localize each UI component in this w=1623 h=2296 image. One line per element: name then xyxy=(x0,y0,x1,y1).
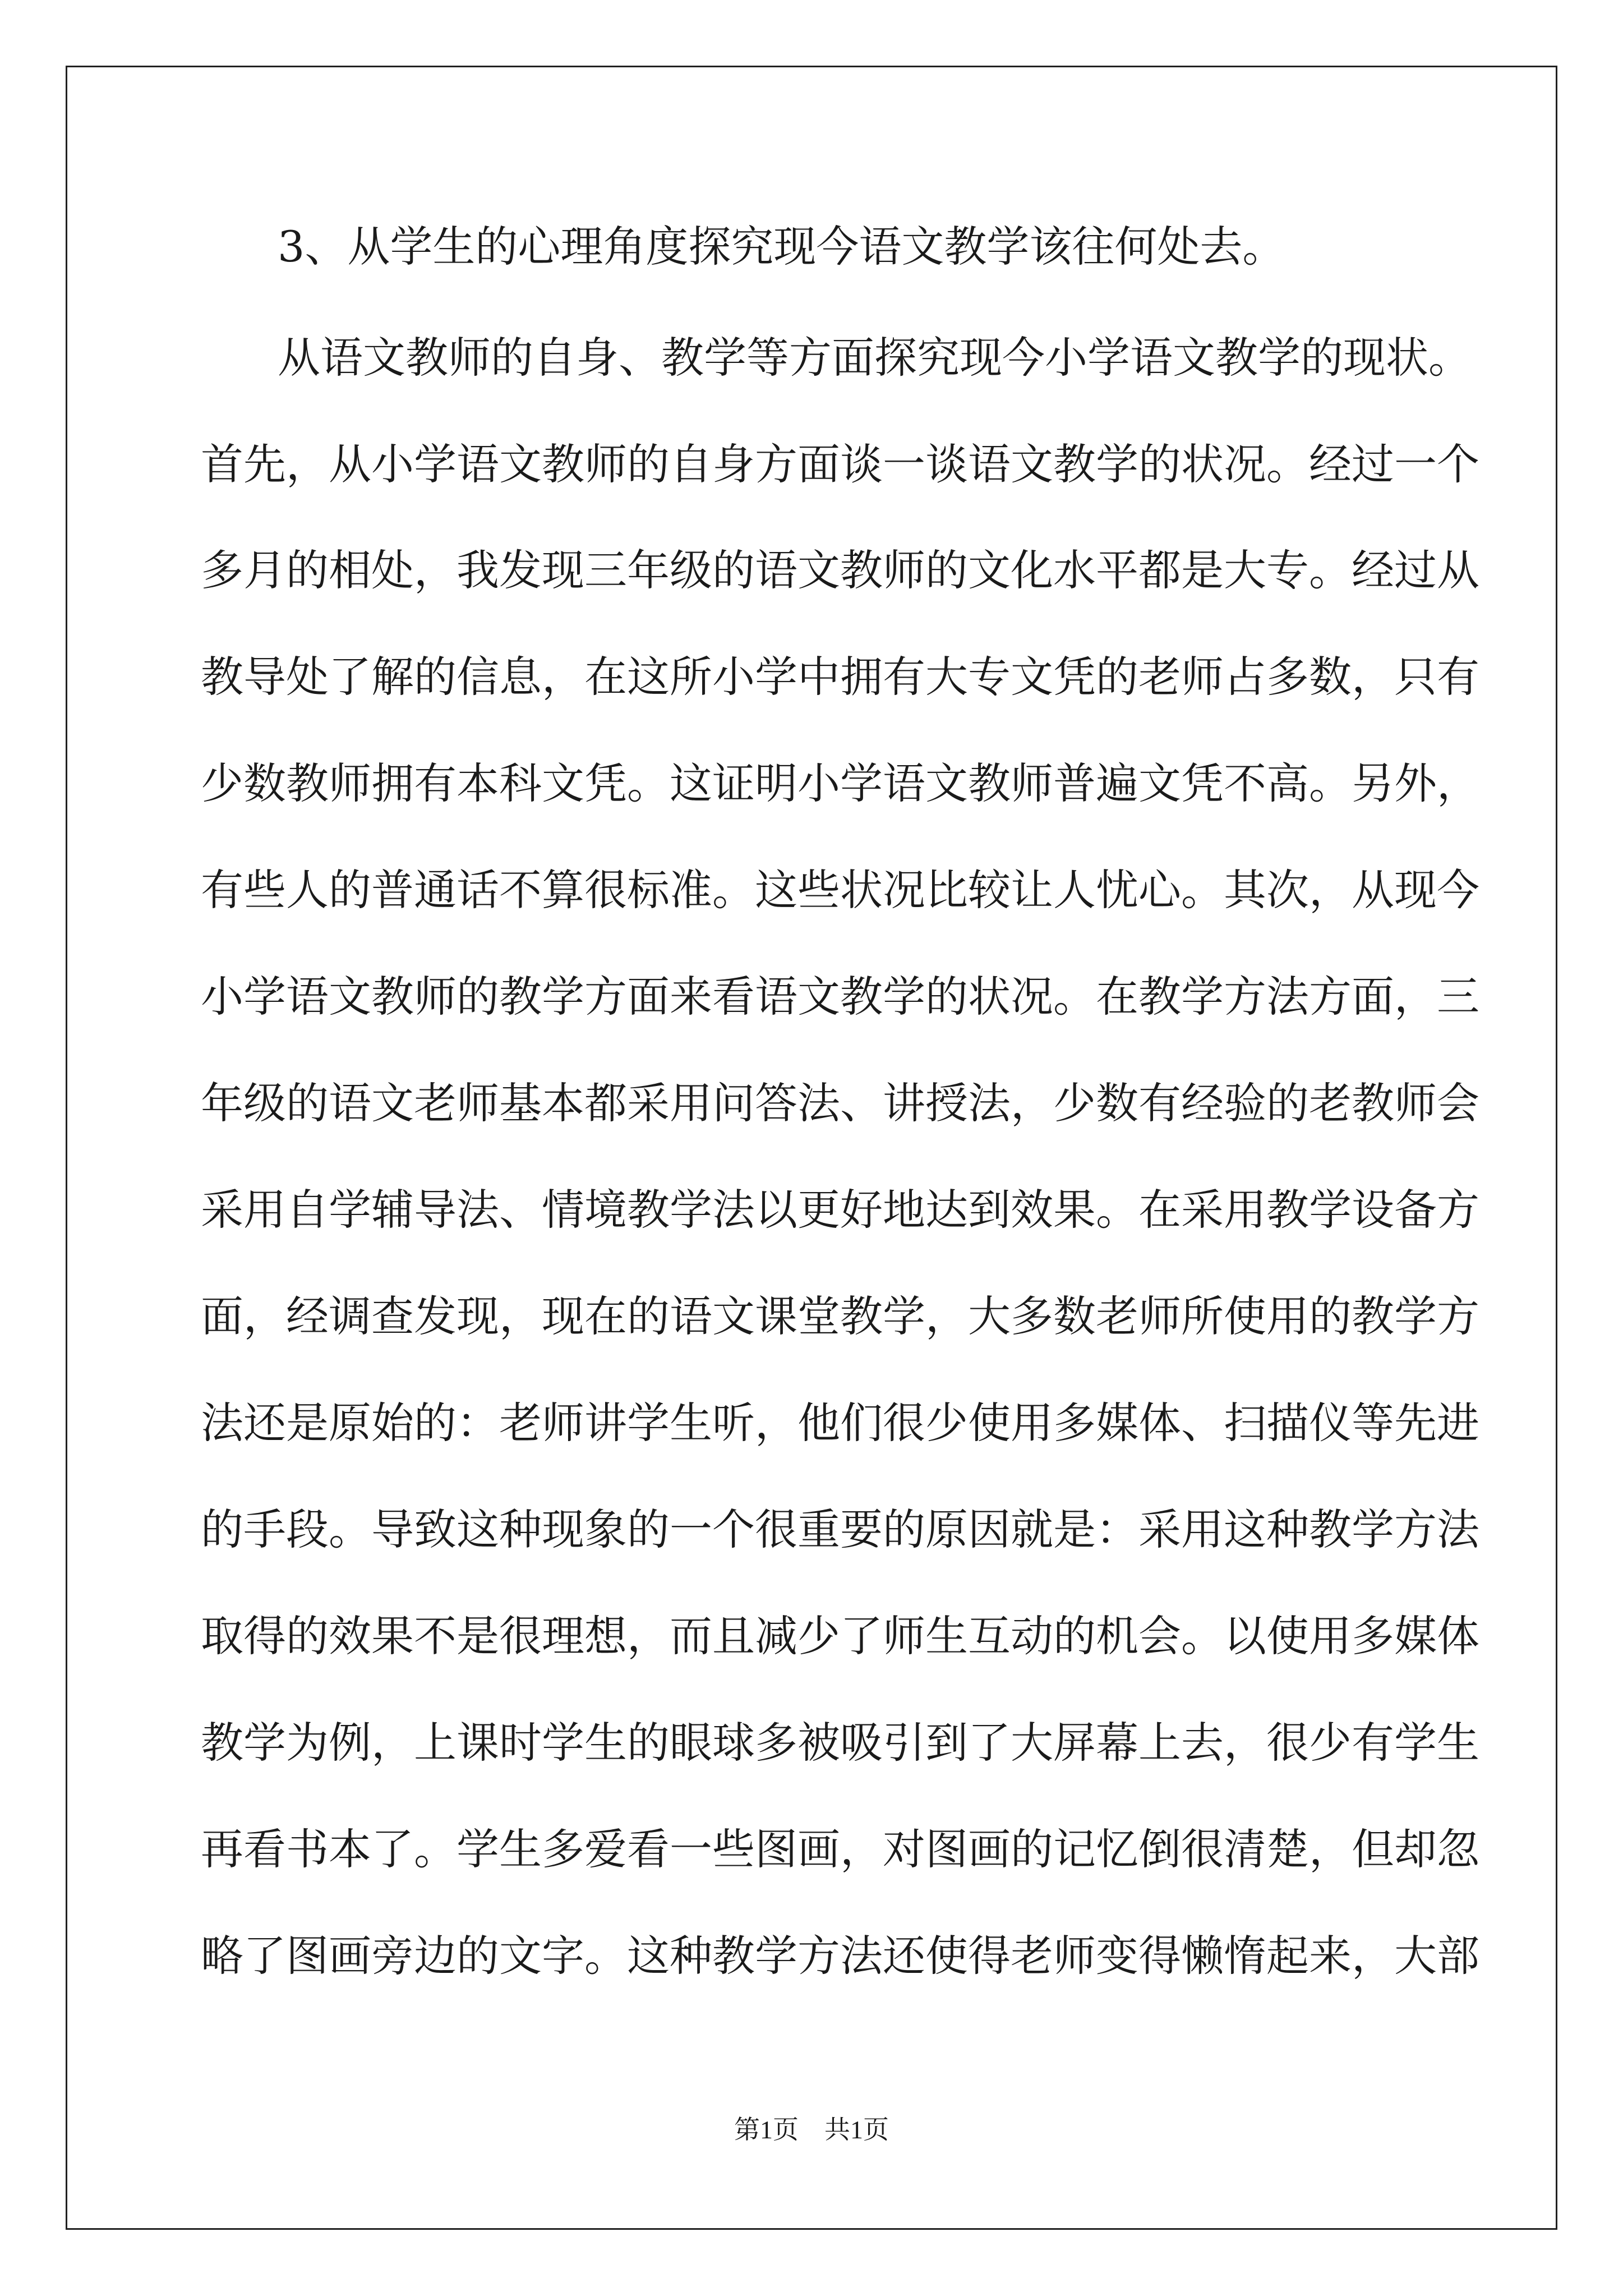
page-number-footer: 第1页 共1页 xyxy=(734,2115,889,2144)
paragraph-line: 的手段。导致这种现象的一个很重要的原因就是：采用这种教学方法 xyxy=(201,1504,1479,1554)
paragraph-line: 再看书本了。学生多爱看一些图画，对图画的记忆倒很清楚，但却忽 xyxy=(201,1824,1479,1874)
paragraph-line: 略了图画旁边的文字。这种教学方法还使得老师变得懒惰起来，大部 xyxy=(201,1931,1479,1981)
paragraph-line: 小学语文教师的教学方面来看语文教学的状况。在教学方法方面，三 xyxy=(201,972,1479,1022)
paragraph-line: 采用自学辅导法、情境教学法以更好地达到效果。在采用教学设备方 xyxy=(201,1185,1479,1235)
heading-line: 3、从学生的心理角度探究现今语文教学该往何处去。 xyxy=(278,222,1285,272)
paragraph-line: 年级的语文老师基本都采用问答法、讲授法，少数有经验的老教师会 xyxy=(201,1078,1479,1128)
paragraph-line: 教导处了解的信息，在这所小学中拥有大专文凭的老师占多数，只有 xyxy=(201,652,1479,702)
paragraph-first-line: 从语文教师的自身、教学等方面探究现今小学语文教学的现状。 xyxy=(278,333,1471,383)
paragraph-line: 教学为例，上课时学生的眼球多被吸引到了大屏幕上去，很少有学生 xyxy=(201,1718,1479,1768)
paragraph-line: 少数教师拥有本科文凭。这证明小学语文教师普遍文凭不高。另外， xyxy=(201,758,1479,808)
paragraph-line: 取得的效果不是很理想，而且减少了师生互动的机会。以使用多媒体 xyxy=(201,1611,1479,1661)
paragraph-line: 有些人的普通话不算很标准。这些状况比较让人忧心。其次，从现今 xyxy=(201,865,1479,915)
paragraph-line: 法还是原始的：老师讲学生听，他们很少使用多媒体、扫描仪等先进 xyxy=(201,1398,1479,1448)
page-border xyxy=(66,66,1557,2230)
paragraph-line: 首先，从小学语文教师的自身方面谈一谈语文教学的状况。经过一个 xyxy=(201,439,1479,489)
paragraph-line: 面，经调查发现，现在的语文课堂教学，大多数老师所使用的教学方 xyxy=(201,1291,1479,1341)
paragraph-line: 多月的相处，我发现三年级的语文教师的文化水平都是大专。经过从 xyxy=(201,545,1479,595)
